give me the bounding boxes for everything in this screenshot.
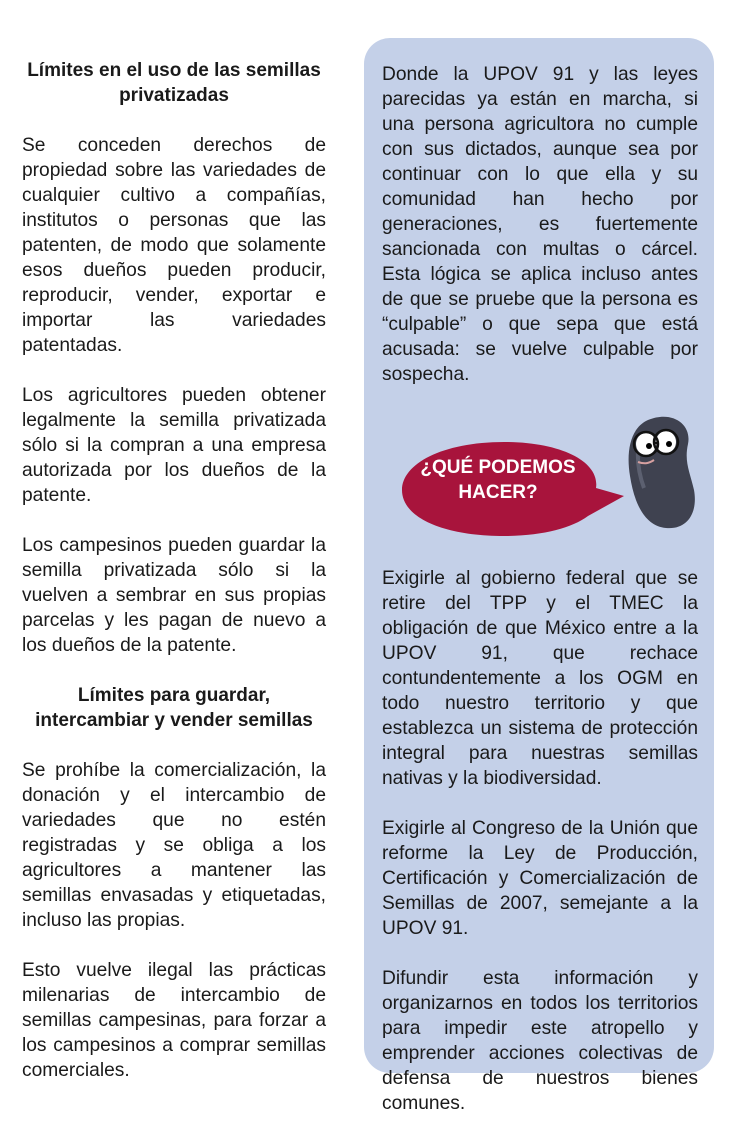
paragraph-property-rights: Se conceden derechos de propiedad sobre las variedades de cualquier cultivo a compañías, institutos o personas que las patenten, de modo que solamente esos dueños pueden producir, reproducir, vender, exportar e importar las variedades patentadas.	[22, 135, 326, 356]
bubble-text: ¿QUÉ PODEMOS HACER?	[420, 457, 576, 503]
right-panel	[364, 38, 714, 1114]
paragraph-saving-seed: Los campesinos pueden guardar la semilla privatizada sólo si la vuelven a sembrar en sus propias parcelas y les pagan de nuevo a los dueños de la patente.	[22, 535, 326, 656]
bean-character-icon	[618, 402, 708, 542]
paragraph-illegal-practices: Esto vuelve ilegal las prácticas milenarias de intercambio de semillas campesinas, para forzar a los campesinos a comprar semillas comerciales.	[22, 960, 326, 1081]
paragraph-demand-congress: Exigirle al Congreso de la Unión que reforme la Ley de Producción, Certificación y Comercialización de Semillas de 2007, semejante a la UPOV 91.	[382, 818, 698, 939]
paragraph-sanctions: Donde la UPOV 91 y las leyes parecidas ya están en marcha, si una persona agricultora no cumple con sus dictados, aunque sea por continuar con lo que ella y su comunidad han hecho por generaciones, es fuertemente sancionada con multas o cárcel. Esta lógica se aplica incluso antes de que se pruebe que la persona es “culpable” o que sepa que está acusada: se vuelve culpable por sospecha.	[382, 64, 698, 385]
paragraph-spread-information: Difundir esta información y organizarnos en todos los territorios para impedir este atropello y emprender acciones colectivas de defensa de nuestros bienes comunes.	[382, 968, 698, 1114]
paragraph-prohibition: Se prohíbe la comercialización, la donación y el intercambio de variedades que no estén registradas y se obliga a los agricultores a mantener las semillas envasadas y etiquetadas, incluso las propias.	[22, 760, 326, 931]
speech-bubble-group	[382, 412, 698, 552]
left-column	[22, 58, 326, 1108]
heading-limits-use: Límites en el uso de las semillas privatizadas	[27, 60, 321, 106]
heading-limits-exchange: Límites para guardar, intercambiar y vender semillas	[35, 685, 313, 731]
paragraph-demand-government: Exigirle al gobierno federal que se retire del TPP y el TMEC la obligación de que México entre a la UPOV 91, que rechace contundentemente a los OGM en todo nuestro territorio y que establezca un sistema de protección integral para nuestras semillas nativas y la biodiversidad.	[382, 568, 698, 789]
paragraph-legal-purchase: Los agricultores pueden obtener legalmente la semilla privatizada sólo si la compran a una empresa autorizada por los dueños de la patente.	[22, 385, 326, 506]
